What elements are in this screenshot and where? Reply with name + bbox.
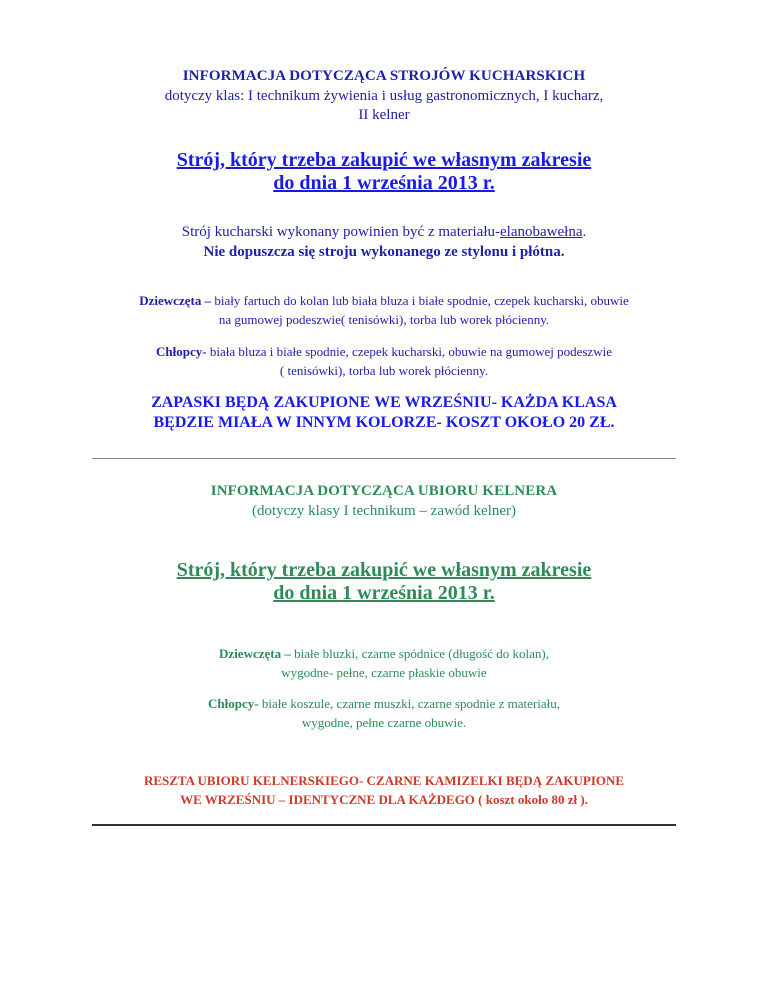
cook-boys-line2: ( tenisówki), torba lub worek płócienny. — [279, 363, 489, 378]
cook-boys-requirements — [60, 342, 708, 380]
cook-boys-label: Chłopcy- — [156, 344, 207, 359]
cook-notice-line1: ZAPASKI BĘDĄ ZAKUPIONE WE WRZEŚNIU- KAŻDA KLASA — [151, 394, 617, 411]
cook-heading-line2: do dnia 1 września 2013 r. — [273, 172, 495, 194]
cook-purchase-heading — [60, 149, 708, 195]
cook-material-prefix: Strój kucharski wykonany powinien być z materiału- — [181, 224, 501, 240]
waiter-purchase-heading — [60, 559, 708, 605]
waiter-notice-line1: RESZTA UBIORU KELNERSKIEGO- CZARNE KAMIZELKI BĘDĄ ZAKUPIONE — [143, 773, 625, 788]
section-divider — [92, 458, 676, 459]
cook-material-fabric: elanobawełna — [500, 224, 583, 240]
cook-material-warning: Nie dopuszcza się stroju wykonanego ze stylonu i płótna. — [203, 244, 565, 260]
waiter-boys-line1: białe koszule, czarne muszki, czarne spodnie z materiału, — [258, 696, 560, 711]
cook-section-subtitle — [60, 87, 708, 125]
waiter-boys-requirements — [60, 694, 708, 732]
waiter-vest-notice — [60, 771, 708, 809]
waiter-heading-line2: do dnia 1 września 2013 r. — [273, 582, 495, 604]
cook-girls-label: Dziewczęta – — [139, 293, 212, 308]
waiter-notice-line2: WE WRZEŚNIU – IDENTYCZNE DLA KAŻDEGO ( koszt około 80 zł ). — [180, 792, 588, 807]
cook-girls-line1: biały fartuch do kolan lub biała bluza i białe spodnie, czepek kucharski, obuwie — [211, 293, 629, 308]
waiter-girls-label: Dziewczęta – — [219, 646, 291, 661]
cook-subtitle-line2: II kelner — [358, 107, 410, 123]
waiter-boys-label: Chłopcy- — [208, 696, 259, 711]
cook-girls-line2: na gumowej podeszwie( tenisówki), torba lub worek płócienny. — [218, 312, 550, 327]
cook-heading-line1: Strój, który trzeba zakupić we własnym zakresie — [176, 149, 592, 171]
waiter-section-subtitle: (dotyczy klasy I technikum – zawód kelner) — [251, 503, 517, 519]
waiter-girls-line1: białe bluzki, czarne spódnice (długość do kolan), — [290, 646, 549, 661]
cook-subtitle-line1: dotyczy klas: I technikum żywienia i usług gastronomicznych, I kucharz, — [164, 88, 604, 104]
waiter-section-title: INFORMACJA DOTYCZĄCA UBIORU KELNERA — [210, 483, 558, 499]
cook-section-title: INFORMACJA DOTYCZĄCA STROJÓW KUCHARSKICH — [182, 68, 586, 84]
waiter-boys-line2: wygodne, pełne czarne obuwie. — [301, 715, 467, 730]
cook-material-suffix: . — [582, 224, 587, 240]
cook-girls-requirements — [60, 291, 708, 329]
waiter-heading-line1: Strój, który trzeba zakupić we własnym zakresie — [176, 559, 592, 581]
bottom-divider — [92, 824, 676, 826]
cook-notice-line2: BĘDZIE MIAŁA W INNYM KOLORZE- KOSZT OKOŁO 20 ZŁ. — [153, 414, 615, 431]
waiter-girls-requirements — [60, 644, 708, 682]
cook-boys-line1: biała bluza i białe spodnie, czepek kucharski, obuwie na gumowej podeszwie — [206, 344, 612, 359]
cook-material-note — [60, 224, 708, 241]
cook-apron-notice — [60, 393, 708, 433]
waiter-girls-line2: wygodne- pełne, czarne płaskie obuwie — [281, 665, 487, 680]
